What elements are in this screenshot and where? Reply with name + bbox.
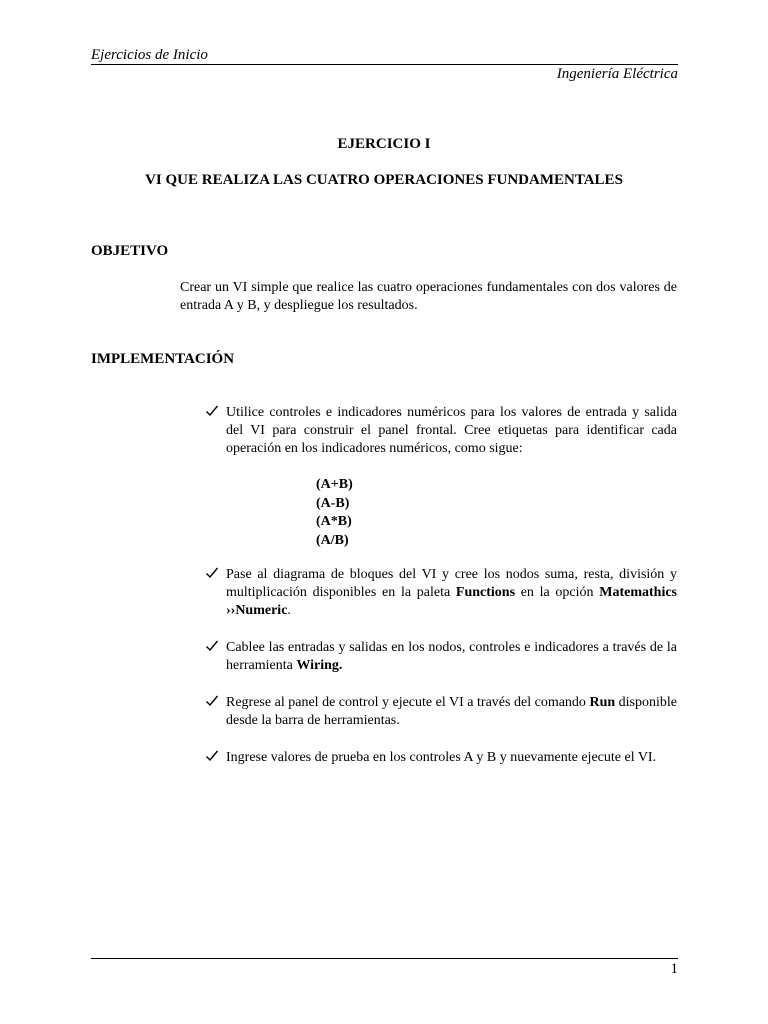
implementacion-heading: IMPLEMENTACIÓN bbox=[91, 351, 235, 367]
header-rule bbox=[91, 64, 678, 65]
list-item-text: Utilice controles e indicadores numéricos para los valores de entrada y salida del VI para construir el panel frontal. Cree etiquetas para identificar cada operación en los indicadores numéricos, como sigue: bbox=[226, 405, 677, 456]
operation-quotient: (A/B) bbox=[316, 532, 349, 548]
list-item-text bbox=[226, 566, 677, 620]
list-item bbox=[205, 639, 677, 675]
list-item-text bbox=[226, 639, 677, 675]
wiring-term: Wiring. bbox=[296, 658, 343, 673]
list-item-text-part: Regrese al panel de control y ejecute el VI a través del comando bbox=[226, 695, 590, 710]
list-item-text-part: Cablee las entradas y salidas en los nodos, controles e indicadores a través de la herramienta bbox=[226, 640, 677, 673]
exercise-title: EJERCICIO I bbox=[337, 136, 431, 152]
checkmark-icon bbox=[205, 749, 219, 763]
list-item-text bbox=[226, 694, 677, 730]
numeric-palette-term: Matemathics ››Numeric bbox=[226, 585, 678, 618]
list-item-text-part: . bbox=[287, 603, 291, 618]
objetivo-heading: OBJETIVO bbox=[91, 243, 169, 259]
checkmark-icon bbox=[205, 639, 219, 653]
checkmark-icon bbox=[205, 404, 219, 418]
header-left-text: Ejercicios de Inicio bbox=[91, 47, 208, 63]
list-item bbox=[205, 694, 677, 730]
operation-product: (A*B) bbox=[316, 514, 352, 529]
operation-sum: (A+B) bbox=[316, 477, 353, 492]
list-item bbox=[205, 749, 677, 767]
operations-list bbox=[316, 476, 353, 550]
header-right-text: Ingeniería Eléctrica bbox=[556, 66, 678, 82]
footer-rule bbox=[91, 958, 678, 959]
list-item bbox=[205, 404, 677, 458]
functions-term: Functions bbox=[455, 585, 516, 600]
operation-difference: (A-B) bbox=[316, 495, 350, 511]
objetivo-text: Crear un VI simple que realice las cuatro operaciones fundamentales con dos valores de entrada A y B, y despliegue los resultados. bbox=[180, 280, 677, 313]
checkmark-icon bbox=[205, 566, 219, 580]
list-item-text-part: en la opción bbox=[515, 585, 600, 600]
list-item-text: Ingrese valores de prueba en los controles A y B y nuevamente ejecute el VI. bbox=[226, 750, 657, 765]
exercise-subtitle: VI QUE REALIZA LAS CUATRO OPERACIONES FUNDAMENTALES bbox=[145, 172, 623, 188]
list-item-text-part: disponible desde la barra de herramientas. bbox=[226, 695, 677, 728]
list-item-text-part: Pase al diagrama de bloques del VI y cree los nodos suma, resta, división y multiplicación disponibles en la paleta bbox=[226, 567, 677, 600]
run-term: Run bbox=[589, 695, 616, 710]
list-item bbox=[205, 566, 677, 620]
checkmark-icon bbox=[205, 694, 219, 708]
page-number: 1 bbox=[670, 961, 678, 977]
